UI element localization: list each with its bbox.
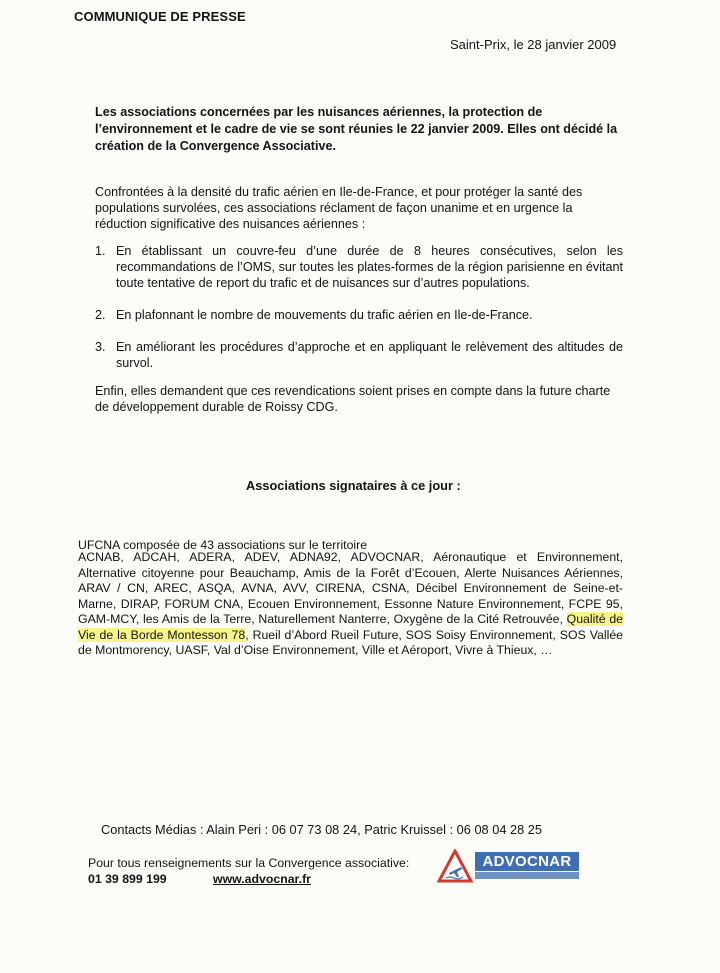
logo-wordmark: ADVOCNAR	[475, 852, 579, 871]
highlighted-association: Qualité de Vie de la Borde Montesson 78	[78, 612, 623, 642]
info-line: Pour tous renseignements sur la Convergence associative:	[88, 856, 410, 870]
media-contacts: Contacts Médias : Alain Peri : 06 07 73 08 24, Patric Kruissel : 06 08 04 28 25	[101, 822, 543, 837]
demand-number: 3.	[95, 340, 106, 354]
demands-list	[95, 243, 623, 387]
logo-tagline-bar	[475, 872, 579, 879]
ufcna-intro: UFCNA composée de 43 associations sur le territoire	[78, 538, 368, 552]
demand-text: En plafonnant le nombre de mouvements du trafic aérien en Ile-de-France.	[116, 308, 533, 322]
associations-list-part: ACNAB, ADCAH, ADERA, ADEV, ADNA92, ADVOCNAR, Aéronautique et Environnement, Alternative citoyenne pour Beauchamp, Amis de la Forêt d’Ecouen, Alerte Nuisances Aériennes, ARAV / CN, AREC, ASQA, AVNA, AVV, CIRENA, CSNA, Décibel Environnement de Seine-et-Marne, DIRAP, FORUM CNA, Ecouen Environnement, Essonne Nature Environnement, FCPE 95, GAM-MCY, les Amis de la Terre, Naturellement Nanterre, Oxygène de la Cité Retrouvée,	[78, 550, 623, 626]
associations-list	[78, 550, 623, 659]
website-link[interactable]: www.advocnar.fr	[213, 872, 311, 886]
place-date: Saint-Prix, le 28 janvier 2009	[450, 37, 617, 52]
document-title: COMMUNIQUE DE PRESSE	[74, 9, 246, 24]
demand-number: 1.	[95, 244, 106, 258]
demand-number: 2.	[95, 308, 106, 322]
intro-paragraph: Les associations concernées par les nuisances aériennes, la protection de l’environnement et le cadre de vie se sont réunies le 22 janvier 2009. Elles ont décidé la création de la Convergence Associative.	[95, 105, 618, 153]
demand-text: En améliorant les procédures d’approche et en appliquant le relèvement des altitudes de survol.	[116, 340, 623, 370]
conclusion-paragraph: Enfin, elles demandent que ces revendications soient prises en compte dans la future charte de développement durable de Roissy CDG.	[95, 384, 611, 414]
context-paragraph: Confrontées à la densité du trafic aérien en Ile-de-France, et pour protéger la santé des populations survolées, ces associations réclament de façon unanime et en urgence la réduction significative des nuisances aériennes :	[95, 185, 583, 231]
demand-item	[95, 243, 623, 291]
demand-item	[95, 307, 623, 323]
associations-list-part: , Rueil d’Abord Rueil Future, SOS Soisy Environnement, SOS Vallée de Montmorency, UASF, Val d’Oise Environnement, Ville et Aéroport, Vivre à Thieux, …	[78, 627, 623, 657]
signatories-heading: Associations signataires à ce jour :	[246, 478, 461, 493]
demand-text: En établissant un couvre-feu d’une durée de 8 heures consécutives, selon les recommandations de l’OMS, sur toutes les plates-formes de la région parisienne en évitant toute tentative de report du trafic et de nuisances sur d’autres populations.	[116, 244, 623, 290]
demand-item	[95, 339, 623, 371]
warning-triangle-plane-icon	[437, 849, 473, 883]
phone-number: 01 39 899 199	[88, 872, 167, 886]
advocnar-logo	[437, 849, 581, 883]
